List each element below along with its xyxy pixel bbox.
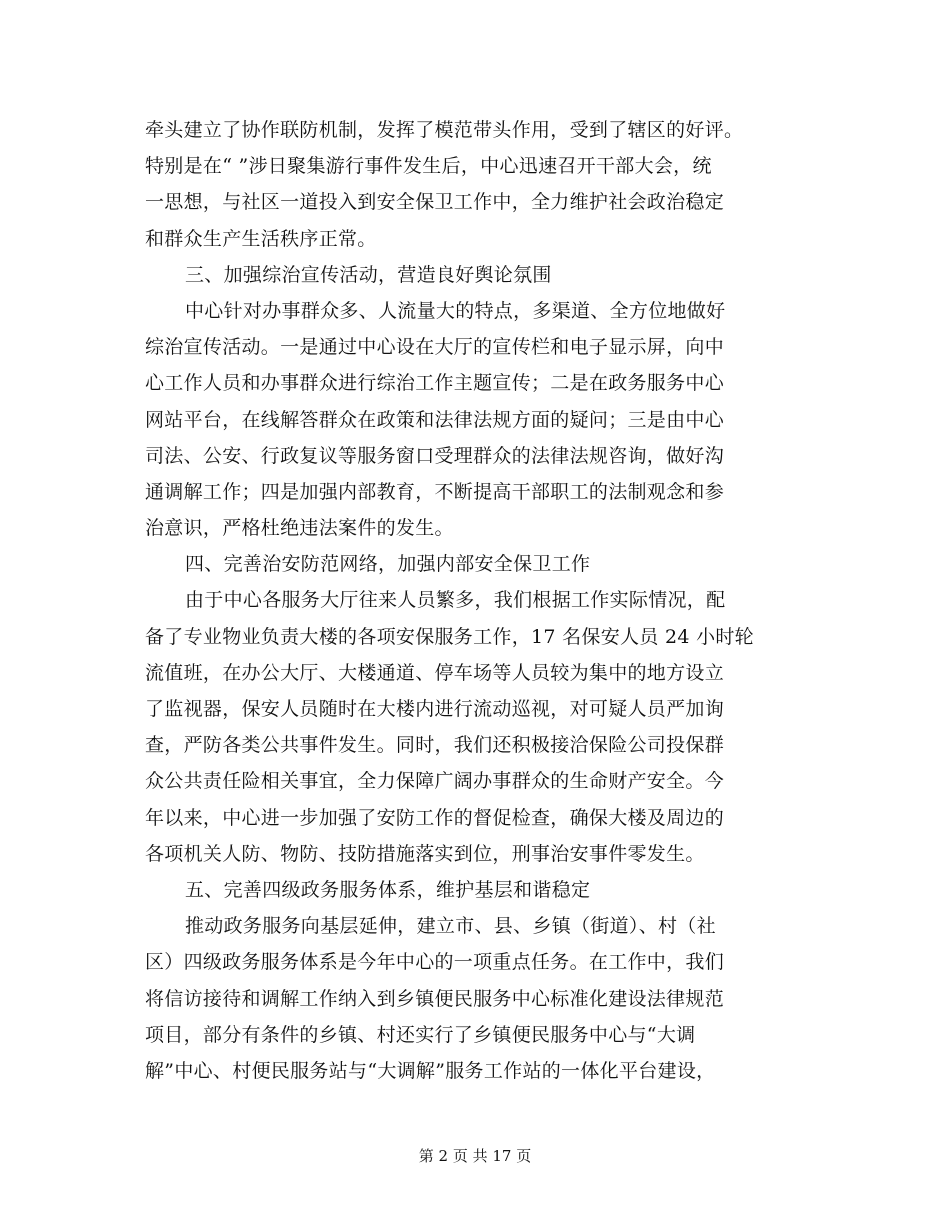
text-line: 治意识，严格杜绝违法案件的发生。 [145,517,454,540]
page-number-footer: 第 2 页 共 17 页 [418,1147,532,1165]
paragraph-start-line: 四、完善治安防范网络，加强内部安全保卫工作 [185,553,591,576]
text-line: 一思想，与社区一道投入到安全保卫工作中，全力维护社会政治稳定 [145,191,725,214]
text-line: 区）四级政务服务体系是今年中心的一项重点任务。在工作中，我们 [145,951,725,974]
text-line: 流值班，在办公大厅、大楼通道、停车场等人员较为集中的地方设立 [145,661,725,684]
paragraph-start-line: 中心针对办事群众多、人流量大的特点，多渠道、全方位地做好 [185,299,726,322]
text-line: 各项机关人防、物防、技防措施落实到位，刑事治安事件零发生。 [145,842,705,865]
paragraph-start-line: 推动政务服务向基层延伸，建立市、县、乡镇（街道）、村（社 [185,915,716,938]
text-line: 心工作人员和办事群众进行综治工作主题宣传；二是在政务服务中心 [145,372,725,395]
document-body [145,112,815,1089]
text-line: 司法、公安、行政复议等服务窗口受理群众的法律法规咨询，做好沟 [145,444,725,467]
text-line: 通调解工作；四是加强内部教育，不断提高干部职工的法制观念和参 [145,480,725,503]
paragraph-start-line: 五、完善四级政务服务体系，维护基层和谐稳定 [185,878,591,901]
text-line: 综治宣传活动。一是通过中心设在大厅的宣传栏和电子显示屏，向中 [145,336,725,359]
text-line: 解”中心、村便民服务站与“大调解”服务工作站的一体化平台建设， [145,1059,716,1082]
text-line: 将信访接待和调解工作纳入到乡镇便民服务中心标准化建设法律规范 [145,987,725,1010]
text-line: 众公共责任险相关事宜，全力保障广阔办事群众的生命财产安全。今 [145,770,725,793]
text-line: 特别是在“ ”涉日聚集游行事件发生后，中心迅速召开干部大会，统 [145,155,712,178]
text-line: 年以来，中心进一步加强了安防工作的督促检查，确保大楼及周边的 [145,806,725,829]
text-line: 查，严防各类公共事件发生。同时，我们还积极接洽保险公司投保群 [145,734,725,757]
text-line: 备了专业物业负责大楼的各项安保服务工作，17 名保安人员 24 小时轮 [145,625,754,648]
text-line: 和群众生产生活秩序正常。 [145,227,377,250]
paragraph-start-line: 由于中心各服务大厅往来人员繁多，我们根据工作实际情况，配 [185,589,726,612]
text-line: 网站平台，在线解答群众在政策和法律法规方面的疑问；三是由中心 [145,408,725,431]
text-line: 牵头建立了协作联防机制，发挥了模范带头作用，受到了辖区的好评。 [145,119,744,141]
text-line: 项目，部分有条件的乡镇、村还实行了乡镇便民服务中心与“大调 [145,1023,696,1046]
paragraph-start-line: 三、加强综治宣传活动，营造良好舆论氛围 [185,263,552,286]
text-line: 了监视器，保安人员随时在大楼内进行流动巡视，对可疑人员严加询 [145,698,725,720]
